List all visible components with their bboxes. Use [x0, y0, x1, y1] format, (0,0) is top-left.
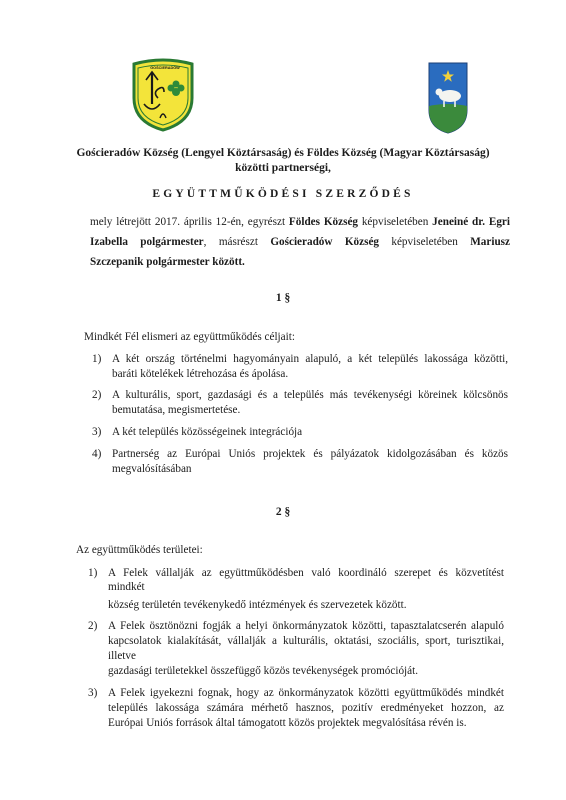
list-item: A Felek vállalják az együttműködésben való koordináló szerepet és közvetítést	[108, 567, 504, 579]
list-item: mindkét	[108, 581, 145, 593]
list-item: Partnerség az Európai Uniós projektek és pályázatok kidolgozásában és közös	[112, 448, 508, 460]
list-item-number: 3)	[92, 426, 102, 438]
foldes-coat-of-arms	[428, 62, 468, 134]
list-item: megvalósításában	[112, 463, 192, 475]
intro-text: mely létrejött 2017. április 12-én, egyrészt	[90, 216, 289, 228]
list-item: illetve	[108, 650, 136, 662]
intro-text: képviseletében	[379, 236, 471, 248]
list-item-number: 3)	[88, 687, 98, 699]
list-item-number: 1)	[88, 567, 98, 579]
intro-text: , másrészt	[203, 236, 271, 248]
emblem-inner-text: GOŚCIERADÓW	[150, 66, 180, 70]
list-item: kapcsolatok kialakítását, vállalják a kulturális, oktatási, szociális, sport, turisztikai,	[108, 635, 504, 647]
heading-line-2: közötti partnerségi,	[235, 162, 331, 174]
section-1-mark: 1 §	[275, 292, 291, 304]
section-1-lead: Mindkét Fél elismeri az együttműködés céljait:	[84, 331, 295, 343]
heading-line-1: Gościeradów Község (Lengyel Köztársaság) és Földes Község (Magyar Köztársaság)	[76, 147, 490, 159]
list-item-number: 1)	[92, 353, 102, 365]
mayor-foldes-name: Izabella polgármester	[90, 236, 204, 248]
mayor-foldes-name: Jeneiné dr. Egri	[432, 216, 510, 228]
list-item: bemutatása, megismertetése.	[112, 404, 241, 416]
list-item: baráti kötelékek létrehozása és ápolása.	[112, 368, 289, 380]
list-item-number: 2)	[92, 389, 102, 401]
document-title: EGYÜTTMŰKÖDÉSI SZERZŐDÉS	[152, 188, 414, 200]
list-item: A két település közösségeinek integrációja	[112, 426, 303, 438]
list-item: A két ország történelmi hagyományain alapuló, a két település lakossága közötti,	[112, 353, 508, 365]
party-goscieradow: Gościeradów Község	[270, 236, 380, 248]
list-item: település lakossága számára mérhető hasznos, pozitív eredményeket hozzon, az	[108, 702, 504, 714]
intro-line-3: Szczepanik polgármester között.	[90, 256, 245, 268]
list-item: gazdasági területekkel összefüggő közös tevékenységek promócióját.	[108, 665, 419, 677]
list-item-number: 2)	[88, 620, 98, 632]
intro-line-2	[90, 235, 510, 249]
list-item: A Felek igyekezni fognak, hogy az önkormányzatok közötti együttműködés mindkét	[108, 687, 504, 699]
goscieradow-emblem	[130, 58, 196, 132]
list-item: község területén tevékenykedő intézmények és szervezetek között.	[108, 599, 407, 611]
section-2-mark: 2 §	[275, 506, 291, 518]
list-item: Európai Uniós források által támogatott közös projektek megvalósítása révén is.	[108, 717, 467, 729]
list-item-number: 4)	[92, 448, 102, 460]
list-item: A Felek ösztönözni fogják a helyi önkormányzatok közötti, tapasztalatcserén alapuló	[108, 620, 504, 632]
list-item: A kulturális, sport, gazdasági és a település más tevékenységi köreinek kölcsönös	[112, 389, 508, 401]
mayor-goscieradow-name: Mariusz	[470, 236, 510, 248]
party-foldes: Földes Község	[288, 216, 358, 228]
intro-line-1	[90, 215, 510, 229]
section-2-lead: Az együttműködés területei:	[76, 544, 203, 556]
intro-text: képviseletében	[358, 216, 433, 228]
